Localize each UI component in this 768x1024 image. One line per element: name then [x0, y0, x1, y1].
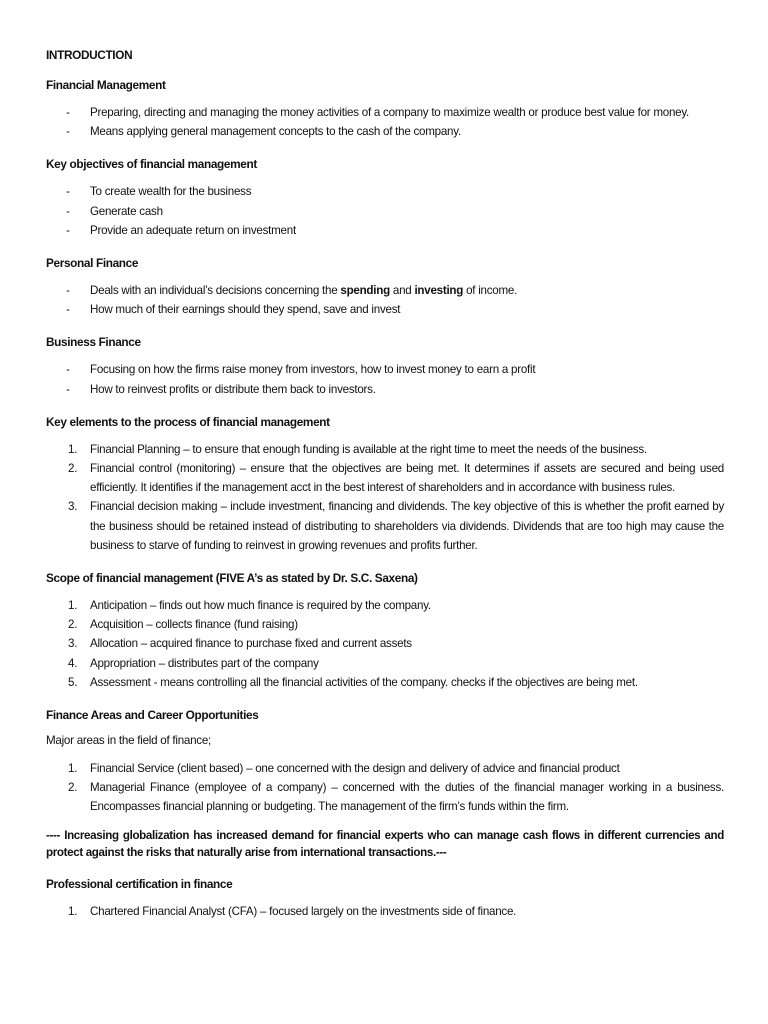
- section-heading: Professional certification in finance: [46, 876, 233, 891]
- section-finance-areas: [46, 707, 724, 817]
- section-heading: Scope of financial management (FIVE A’s as stated by Dr. S.C. Saxena): [46, 571, 418, 586]
- section-heading: Key objectives of financial management: [46, 157, 257, 172]
- number-marker: 1.: [68, 442, 78, 456]
- number-marker: 2.: [68, 462, 78, 476]
- section-personal-finance: [46, 255, 724, 319]
- section-heading: Financial Management: [46, 78, 166, 92]
- number-marker: 1.: [68, 599, 78, 613]
- section-heading: Key elements to the process of financial management: [46, 414, 330, 429]
- list-item: 4. Appropriation – distributes part of the company: [46, 654, 724, 673]
- section-heading: Personal Finance: [46, 256, 139, 271]
- emphasis-investing: investing: [414, 284, 464, 298]
- list-item: - Focusing on how the firms raise money from investors, how to invest money to earn a profit: [46, 360, 724, 379]
- dash-marker: -: [66, 106, 70, 119]
- dash-marker: -: [66, 363, 70, 377]
- list-item: - To create wealth for the business: [46, 182, 724, 201]
- list-item: - How much of their earnings should they spend, save and invest: [46, 300, 724, 319]
- dash-marker: -: [66, 382, 70, 396]
- dash-marker: -: [66, 284, 70, 298]
- list-item: 1. Chartered Financial Analyst (CFA) – focused largely on the investments side of finance.: [46, 902, 724, 921]
- dash-marker: -: [66, 303, 70, 317]
- list-item: 1. Financial Service (client based) – one concerned with the design and delivery of advice and financial product: [46, 759, 724, 778]
- bullet-list: [46, 103, 724, 141]
- list-item: - How to reinvest profits or distribute them back to investors.: [46, 380, 724, 399]
- number-marker: 5.: [68, 675, 78, 689]
- document-title: INTRODUCTION: [46, 48, 133, 62]
- dash-marker: -: [66, 223, 70, 237]
- dash-marker: -: [66, 204, 70, 218]
- list-item: - Preparing, directing and managing the money activities of a company to maximize wealth or produce best value for money.: [46, 103, 724, 122]
- number-marker: 2.: [68, 781, 78, 795]
- section-certification: [46, 876, 724, 921]
- list-item: - Means applying general management concepts to the cash of the company.: [46, 122, 724, 141]
- number-marker: 4.: [68, 656, 78, 670]
- bullet-list: [46, 281, 724, 319]
- document-page: [46, 47, 724, 921]
- dash-marker: -: [66, 125, 70, 139]
- section-financial-management: [46, 77, 724, 141]
- section-key-elements: [46, 414, 724, 555]
- number-marker: 1.: [68, 762, 78, 776]
- dash-marker: -: [66, 185, 70, 199]
- globalization-note: ---- Increasing globalization has increased demand for financial experts who can manage cash flows in different currencies and protect against the risks that naturally arise from international transactions.---: [46, 828, 724, 859]
- bullet-list: [46, 360, 724, 398]
- number-marker: 3.: [68, 637, 78, 651]
- list-item: 2. Acquisition – collects finance (fund raising): [46, 615, 724, 634]
- section-business-finance: [46, 334, 724, 398]
- list-item: 2. Managerial Finance (employee of a company) – concerned with the duties of the financial manager working in a business. Encompasses financial planning or budgeting. The management of the firm’s funds within the firm.: [46, 778, 724, 816]
- list-item: - Provide an adequate return on investment: [46, 221, 724, 240]
- numbered-list: [46, 596, 724, 692]
- numbered-list: [46, 759, 724, 817]
- intro-text: Major areas in the field of finance;: [46, 734, 212, 748]
- bullet-list: [46, 182, 724, 240]
- list-item: - Generate cash: [46, 202, 724, 221]
- number-marker: 3.: [68, 500, 78, 514]
- section-key-objectives: [46, 156, 724, 240]
- section-scope: [46, 570, 724, 692]
- list-item: - Deals with an individual’s decisions concerning the spending and investing of income.: [46, 281, 724, 300]
- list-item: 2. Financial control (monitoring) – ensure that the objectives are being met. It determines if assets are secured and being used efficiently. It identifies if the management acct in the best interest of shareholders and in accordance with business rules.: [46, 459, 724, 497]
- list-item: 1. Financial Planning – to ensure that enough funding is available at the right time to meet the needs of the business.: [46, 440, 724, 459]
- number-marker: 1.: [68, 904, 78, 918]
- list-item: 1. Anticipation – finds out how much finance is required by the company.: [46, 596, 724, 615]
- number-marker: 2.: [68, 618, 78, 632]
- list-item: 3. Allocation – acquired finance to purchase fixed and current assets: [46, 634, 724, 653]
- numbered-list: [46, 440, 724, 555]
- list-item: 5. Assessment - means controlling all the financial activities of the company. checks if the objectives are being met.: [46, 673, 724, 692]
- list-item: 3. Financial decision making – include investment, financing and dividends. The key objective of this is whether the profit earned by the business should be retained instead of distributing to shareholders via dividends. Dividends that are too high may cause the business to starve of funding to reinvest in growing revenues and profits further.: [46, 497, 724, 555]
- section-heading: Business Finance: [46, 335, 141, 350]
- section-heading: Finance Areas and Career Opportunities: [46, 708, 259, 723]
- numbered-list: [46, 902, 724, 921]
- emphasis-spending: spending: [340, 284, 390, 298]
